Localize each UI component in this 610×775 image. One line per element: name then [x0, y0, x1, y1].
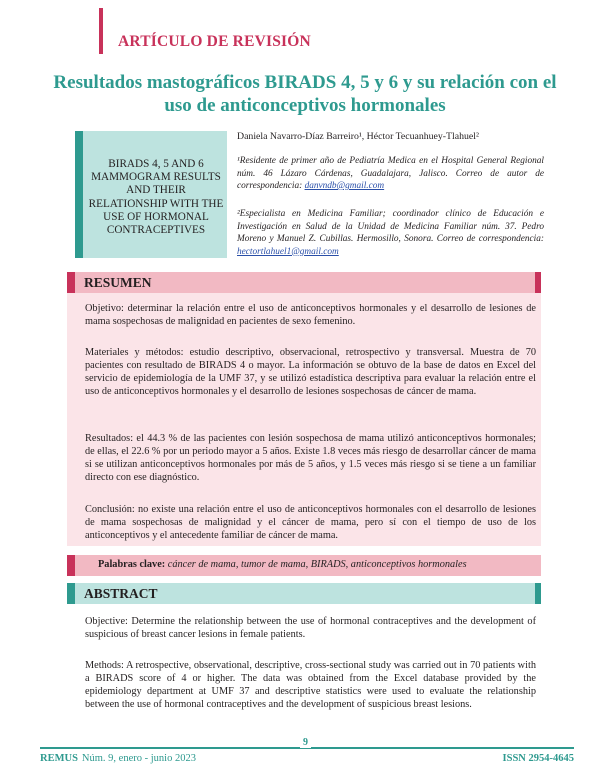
page-number: 9 [300, 737, 311, 748]
author-email-2-link[interactable]: hectortlahuel1@gmail.com [237, 246, 339, 257]
abstract-heading-stripe [67, 583, 75, 604]
abstract-heading: ABSTRACT [84, 586, 158, 601]
issn: ISSN 2954-4645 [502, 753, 574, 764]
keywords-label: Palabras clave: [98, 559, 166, 570]
resumen-objetivo: Objetivo: determinar la relación entre el uso de anticonceptivos hormonales y el desarrollo de lesiones de mama sospechosas de malignidad en pacientes de sexo femenino. [85, 303, 536, 328]
affiliation-2 [237, 208, 544, 258]
resumen-heading-bar [67, 272, 541, 293]
affiliation-2-text: ²Especialista en Medicina Familiar; coordinador clínico de Educación e Investigación en Salud de la Unidad de Medicina Familiar núm. 37. Pedro Moreno y Manuel Z. Cubillas. Hermosillo, Sonora. Correo de correspondencia: [237, 209, 544, 244]
resumen-resultados: Resultados: el 44.3 % de las pacientes con lesión sospechosa de mama utilizó anticonceptivos hormonales; de ellas, el 22.6 % por un periodo mayor a 5 años. Existe 1.8 veces más riesgo de desarrollar cáncer de mama si se utilizan anticonceptivos hormonales por más de 5 años, y 1.5 veces más riesgo si se tiene a un familiar directo con ese diagnóstico. [85, 433, 536, 484]
english-title: BIRADS 4, 5 AND 6 MAMMOGRAM RESULTS AND THEIR RELATIONSHIP WITH THE USE OF HORMONAL CONTRACEPTIVES [88, 158, 224, 237]
section-label: ARTÍCULO DE REVISIÓN [118, 33, 311, 50]
author-email-1-link[interactable]: danvndb@gmail.com [304, 181, 385, 191]
abstract-objective: Objective: Determine the relationship between the use of hormonal contraceptives and the development of suspicious of breast cancer lesions in female patients. [85, 616, 536, 641]
abstract-heading-bar [67, 583, 541, 604]
section-accent-bar [99, 8, 103, 54]
english-title-stripe [75, 131, 83, 258]
affiliation-1-text: ¹Residente de primer año de Pediatría Medica en el Hospital General Regional núm. 46 Lázaro Cárdenas, Guadalajara, Jalisco. Correo de autor de correspondencia: [237, 156, 544, 191]
journal-issue: Núm. 9, enero - junio 2023 [81, 753, 196, 764]
resumen-heading-cap [535, 272, 541, 293]
keywords [98, 559, 467, 570]
resumen-heading: RESUMEN [84, 275, 152, 290]
abstract-methods: Methods: A retrospective, observational, descriptive, cross-sectional study was carried out in 70 patients with a BIRADS score of 4 or higher. The data was obtained from the Excel database provided by the epidemiology department at UMF 37 and descriptive statistics were used to evaluate the relationship between the use of hormonal contraceptives and the development of suspicious breast lesions. [85, 660, 536, 711]
resumen-conclusion: Conclusión: no existe una relación entre el uso de anticonceptivos hormonales con el desarrollo de lesiones de mama sospechosas de malignidad y el cáncer de mama, pero sí con el tiempo de uso de los anticonceptivos y el antecedente familiar de cáncer de mama. [85, 504, 536, 542]
journal-info [40, 753, 196, 764]
author-list: Daniela Navarro-Díaz Barreiro¹, Héctor Tecuanhuey-Tlahuel² [237, 131, 479, 142]
resumen-heading-stripe [67, 272, 75, 293]
keywords-bar [67, 555, 541, 576]
article-title: Resultados mastográficos BIRADS 4, 5 y 6 y su relación con el uso de anticonceptivos hormonales [53, 72, 557, 116]
keywords-stripe [67, 555, 75, 576]
affiliation-1 [237, 155, 544, 193]
abstract-heading-cap [535, 583, 541, 604]
keywords-text: cáncer de mama, tumor de mama, BIRADS, anticonceptivos hormonales [167, 559, 467, 570]
journal-name: REMUS [40, 753, 78, 764]
resumen-materiales: Materiales y métodos: estudio descriptivo, observacional, retrospectivo y transversal. Muestra de 70 pacientes con resultado de BIRADS 4 o mayor. La información se obtuvo de la base de datos en Excel del servicio de epidemiología de la UMF 37, y se utilizó estadística descriptiva para evaluar la relación entre el uso de anticonceptivos hormonales y el desarrollo de lesiones sospechosas de cáncer de mama. [85, 347, 536, 398]
